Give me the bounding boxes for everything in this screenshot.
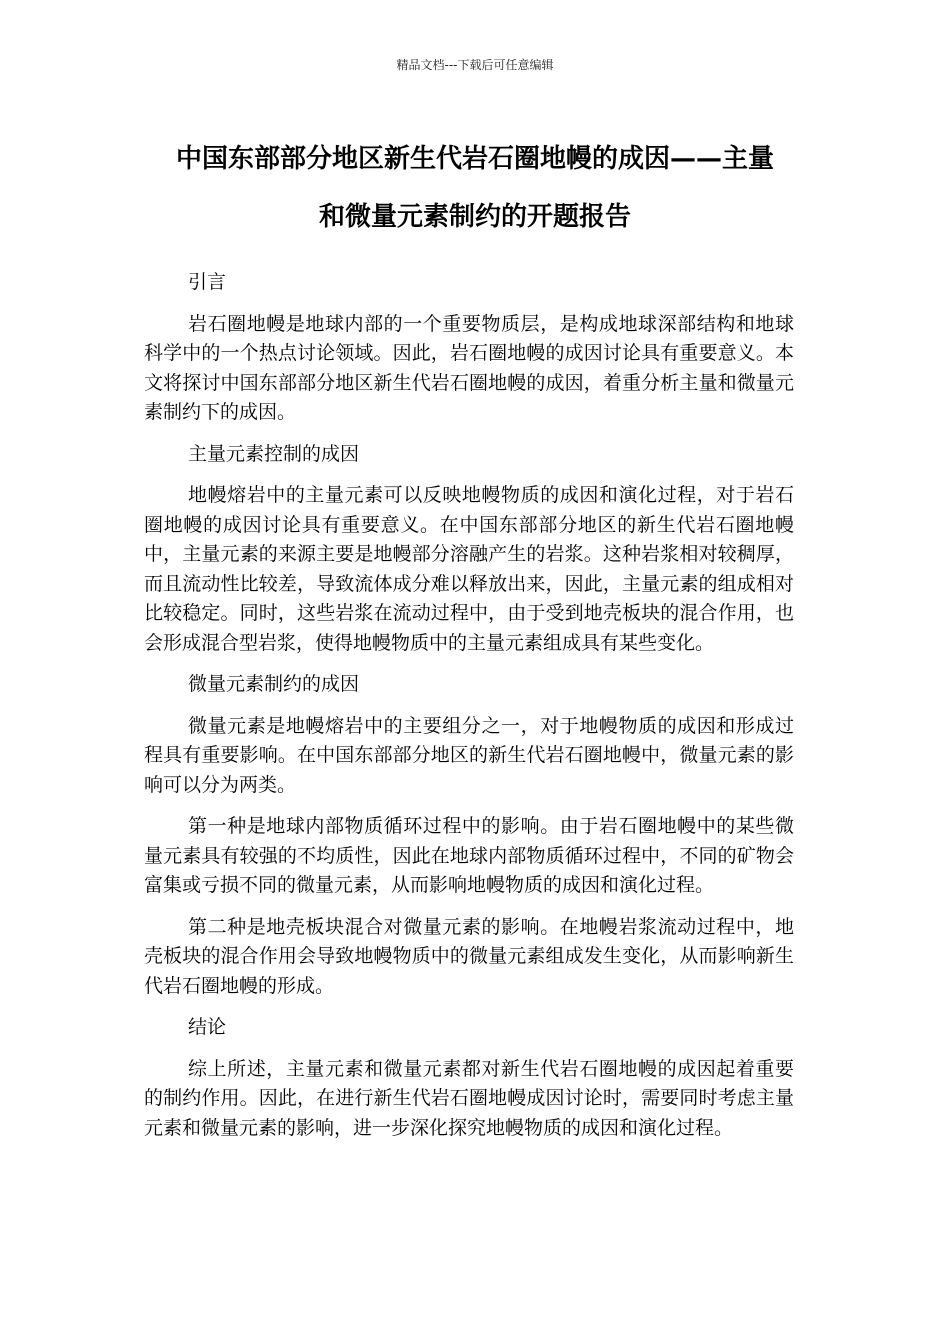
document-body xyxy=(144,268,794,1155)
section-heading-intro: 引言 xyxy=(188,271,227,293)
section-heading-trace-elements: 微量元素制约的成因 xyxy=(188,673,360,695)
document-title xyxy=(140,130,810,246)
paragraph-trace-elements-2: 第一种是地球内部物质循环过程中的影响。由于岩石圈地幔中的某些微量元素具有较强的不均质性，因此在地球内部物质循环过程中，不同的矿物会富集或亏损不同的微量元素，从而影响地幔物质的成因和演化过程。 xyxy=(144,815,794,896)
section-heading-conclusion: 结论 xyxy=(188,1016,227,1038)
paragraph-intro: 岩石圈地幔是地球内部的一个重要物质层，是构成地球深部结构和地球科学中的一个热点讨论领域。因此，岩石圈地幔的成因讨论具有重要意义。本文将探讨中国东部部分地区新生代岩石圈地幔的成因，着重分析主量和微量元素制约下的成因。 xyxy=(144,312,794,423)
paragraph-trace-elements-3: 第二种是地壳板块混合对微量元素的影响。在地幔岩浆流动过程中，地壳板块的混合作用会导致地幔物质中的微量元素组成发生变化，从而影响新生代岩石圈地幔的形成。 xyxy=(144,915,794,997)
paragraph-conclusion: 综上所述，主量元素和微量元素都对新生代岩石圈地幔的成因起着重要的制约作用。因此，在进行新生代岩石圈地幔成因讨论时，需要同时考虑主量元素和微量元素的影响，进一步深化探究地幔物质的成因和演化过程。 xyxy=(144,1057,794,1139)
page-header: 精品文档---下载后可任意编辑 xyxy=(396,58,554,72)
paragraph-major-elements: 地幔熔岩中的主量元素可以反映地幔物质的成因和演化过程，对于岩石圈地幔的成因讨论具有重要意义。在中国东部部分地区的新生代岩石圈地幔中，主量元素的来源主要是地幔部分溶融产生的岩浆。这种岩浆相对较稠厚，而且流动性比较差，导致流体成分难以释放出来，因此，主量元素的组成相对比较稳定。同时，这些岩浆在流动过程中，由于受到地壳板块的混合作用，也会形成混合型岩浆，使得地幔物质中的主量元素组成具有某些变化。 xyxy=(144,484,794,654)
title-line-1: 中国东部部分地区新生代岩石圈地幔的成因——主量 xyxy=(175,144,774,174)
paragraph-trace-elements-1: 微量元素是地幔熔岩中的主要组分之一，对于地幔物质的成因和形成过程具有重要影响。在中国东部部分地区的新生代岩石圈地幔中，微量元素的影响可以分为两类。 xyxy=(144,714,794,796)
title-line-2: 和微量元素制约的开题报告 xyxy=(318,202,631,232)
section-heading-major-elements: 主量元素控制的成因 xyxy=(188,442,360,465)
